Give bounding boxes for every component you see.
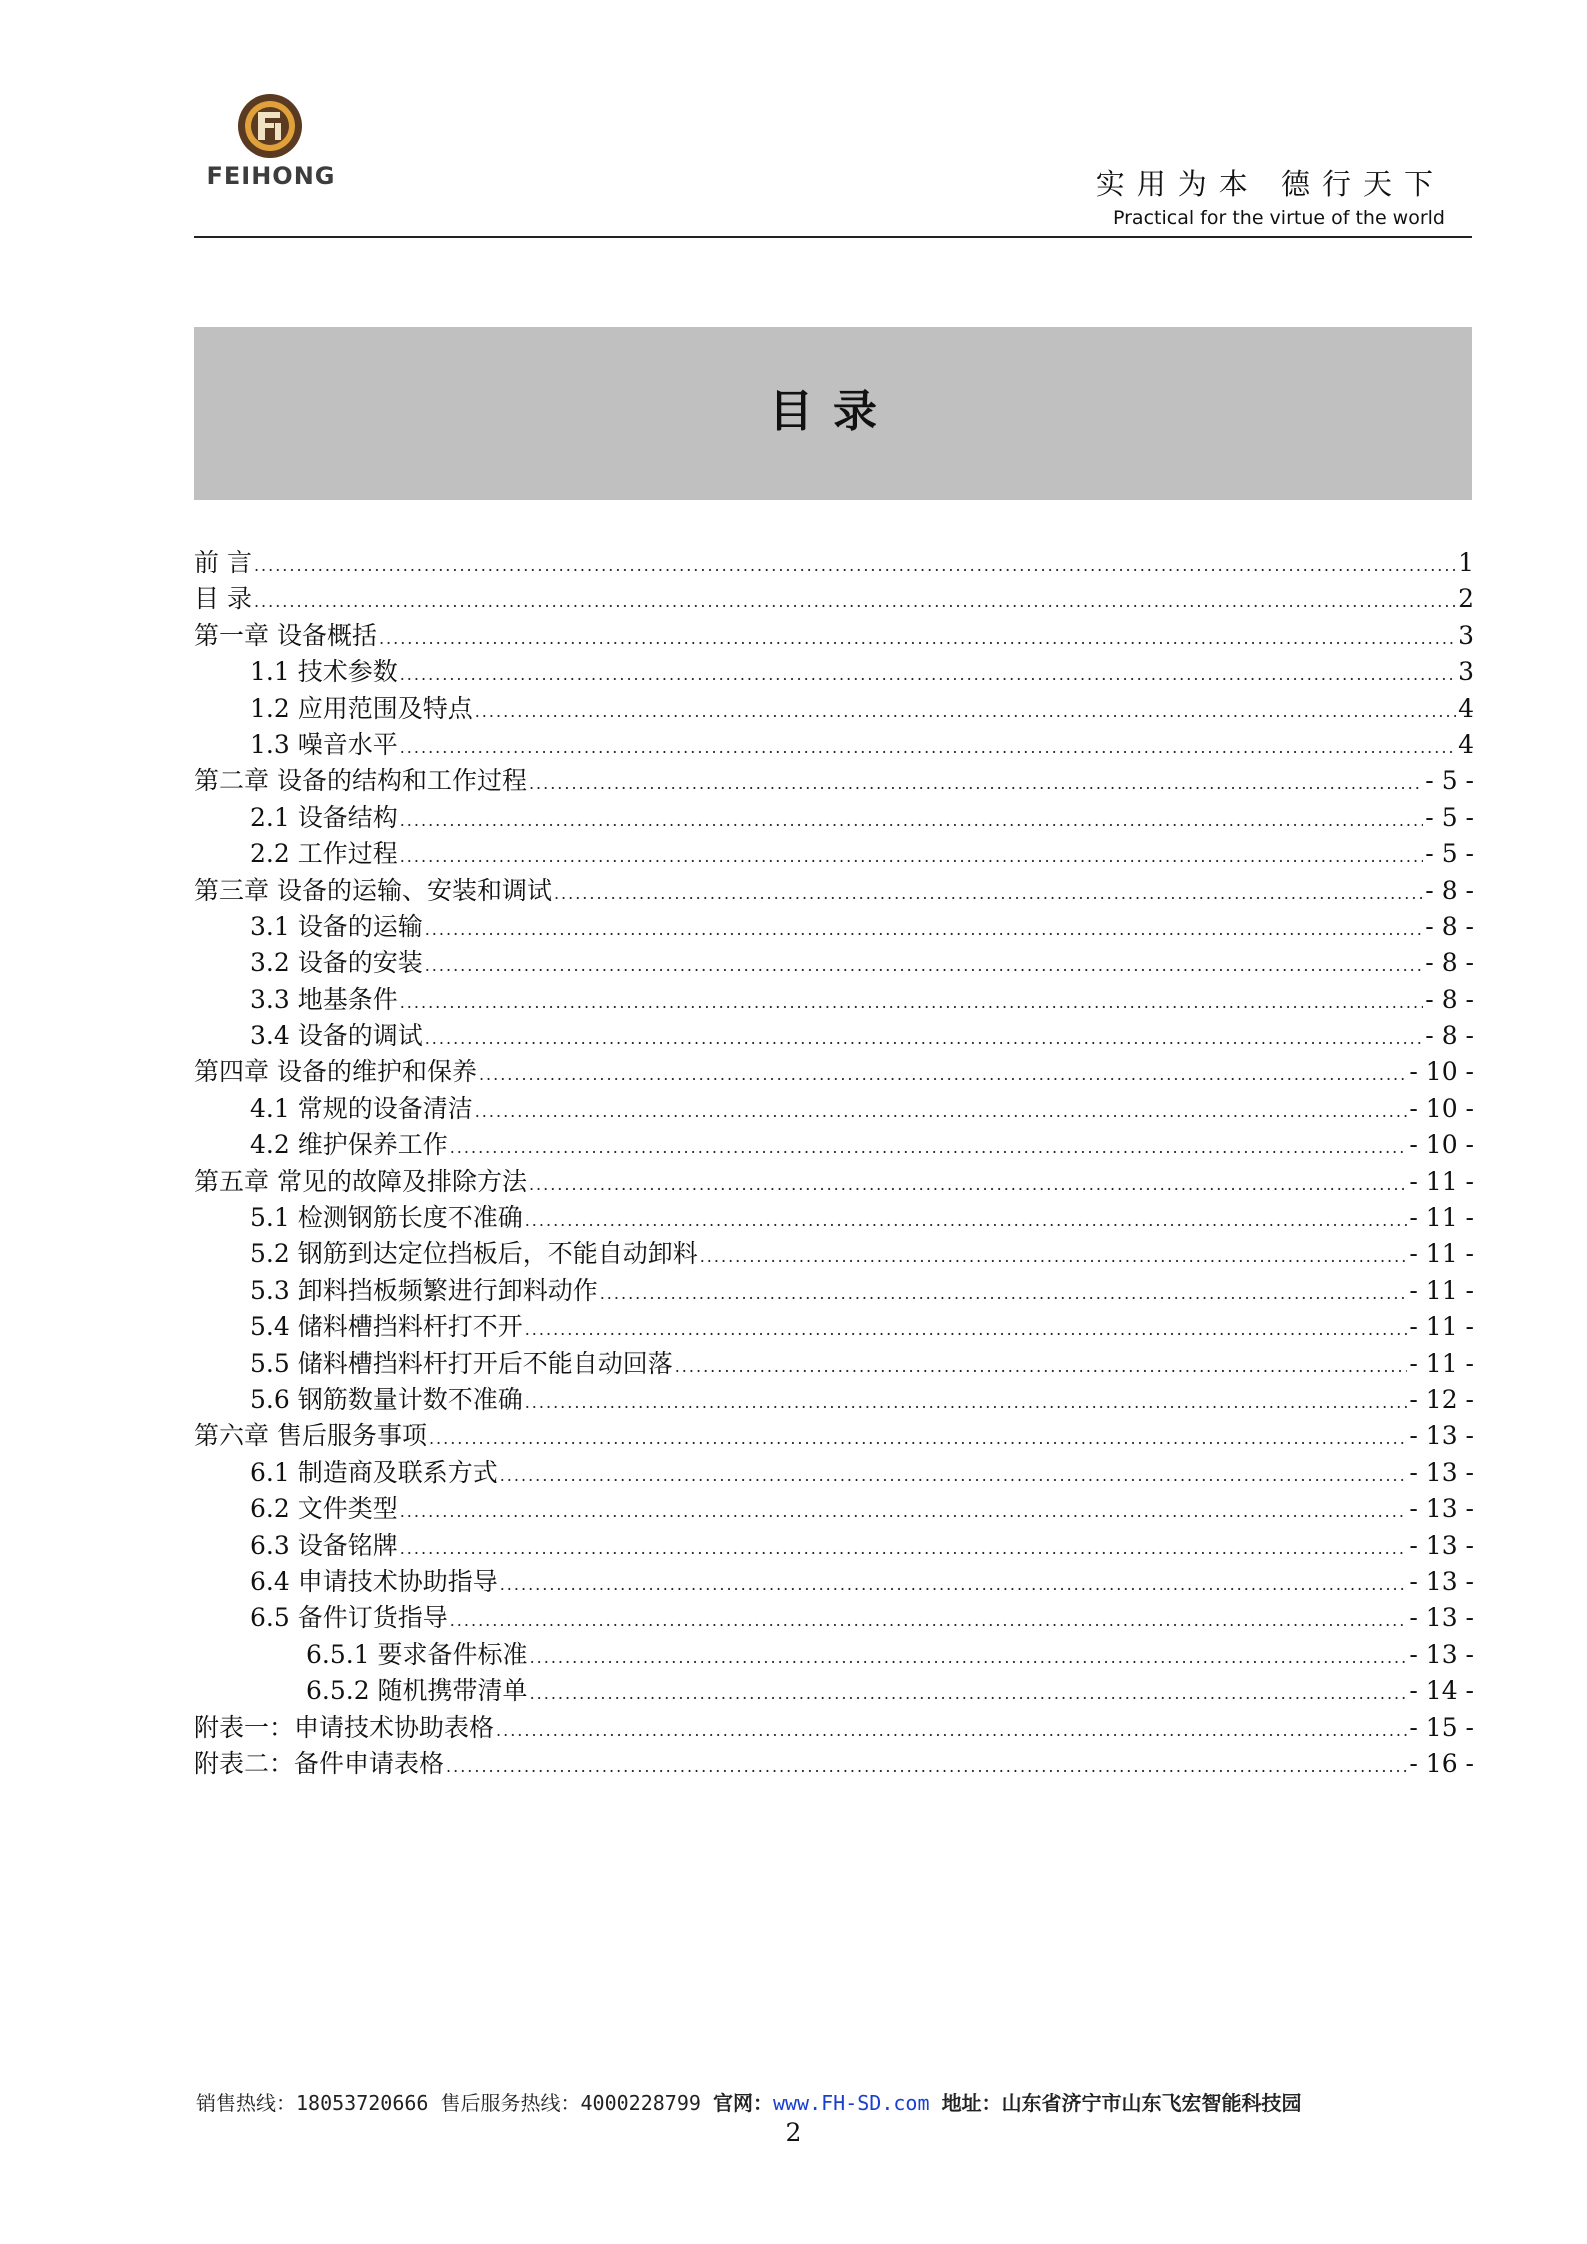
toc-entry[interactable] [194, 1710, 1474, 1746]
page-number: 2 [785, 2118, 802, 2147]
toc-entry-page: 4 [1458, 729, 1474, 759]
toc-entry[interactable] [194, 1127, 1474, 1163]
web-label: 官网： [712, 2091, 773, 2115]
toc-entry[interactable] [194, 545, 1474, 581]
toc-entry-page: - 13 - [1409, 1421, 1474, 1451]
toc-entry-page: - 14 - [1409, 1676, 1474, 1706]
toc-entry-page: - 11 - [1409, 1312, 1474, 1342]
toc-entry-label: 第三章 设备的运输、安装和调试 [194, 875, 552, 905]
toc-entry[interactable] [194, 1491, 1474, 1527]
toc-entry-page: - 5 - [1425, 802, 1474, 832]
toc-entry-page: - 8 - [1425, 911, 1474, 941]
toc-entry-label: 6.2 文件类型 [250, 1494, 398, 1524]
toc-entry[interactable] [194, 1528, 1474, 1564]
toc-leader-dots [446, 1749, 1407, 1785]
toc-entry[interactable] [194, 1018, 1474, 1054]
toc-entry[interactable] [194, 581, 1474, 617]
toc-leader-dots [400, 730, 1456, 766]
toc-entry-page: - 13 - [1409, 1457, 1474, 1487]
toc-entry-label: 6.3 设备铭牌 [250, 1530, 398, 1560]
toc-entry[interactable] [194, 1673, 1474, 1709]
toc-leader-dots [425, 912, 1424, 948]
toc-leader-dots [600, 1276, 1408, 1312]
brand-name: FEIHONG [206, 162, 336, 190]
toc-entry-page: - 5 - [1425, 839, 1474, 869]
company-logo [196, 92, 346, 192]
toc-entry[interactable] [194, 691, 1474, 727]
toc-leader-dots [500, 1458, 1408, 1494]
slogan-chinese: 实用为本 德行天下 [1095, 167, 1445, 201]
toc-entry-label: 3.2 设备的安装 [250, 948, 423, 978]
toc-entry[interactable] [194, 1746, 1474, 1782]
table-of-contents [194, 545, 1474, 1782]
toc-entry-label: 第二章 设备的结构和工作过程 [194, 766, 527, 796]
toc-leader-dots [525, 1312, 1408, 1348]
toc-entry-page: - 5 - [1425, 766, 1474, 796]
toc-entry-page: - 15 - [1409, 1712, 1474, 1742]
toc-entry-label: 2.2 工作过程 [250, 839, 398, 869]
toc-entry-label: 5.4 储料槽挡料杆打不开 [250, 1312, 523, 1342]
toc-entry-page: 3 [1458, 620, 1474, 650]
toc-entry-page: 3 [1458, 657, 1474, 687]
toc-leader-dots [425, 948, 1424, 984]
toc-entry-label: 附表二：备件申请表格 [194, 1748, 445, 1778]
toc-leader-dots [530, 1640, 1408, 1676]
toc-leader-dots [500, 1567, 1408, 1603]
toc-entry[interactable] [194, 1236, 1474, 1272]
title-banner [194, 327, 1472, 500]
toc-entry-label: 1.1 技术参数 [250, 657, 398, 687]
toc-entry-label: 2.1 设备结构 [250, 802, 398, 832]
toc-leader-dots [700, 1239, 1408, 1275]
toc-leader-dots [400, 657, 1456, 693]
toc-entry-label: 6.5.1 要求备件标准 [306, 1639, 528, 1669]
toc-entry-label: 5.3 卸料挡板频繁进行卸料动作 [250, 1275, 598, 1305]
toc-entry-label: 5.2 钢筋到达定位挡板后，不能自动卸料 [250, 1239, 698, 1269]
toc-entry[interactable] [194, 1455, 1474, 1491]
toc-entry[interactable] [194, 1564, 1474, 1600]
toc-leader-dots [379, 621, 1456, 657]
header-divider [194, 236, 1472, 238]
toc-entry-page: - 11 - [1409, 1275, 1474, 1305]
toc-entry[interactable] [194, 1273, 1474, 1309]
toc-entry[interactable] [194, 727, 1474, 763]
toc-entry-page: - 13 - [1409, 1639, 1474, 1669]
toc-entry-page: - 10 - [1409, 1130, 1474, 1160]
slogan-english: Practical for the virtue of the world [1113, 207, 1445, 229]
toc-entry[interactable] [194, 909, 1474, 945]
service-phone: 4000228799 [580, 2091, 701, 2115]
footer-contact [196, 2087, 1486, 2116]
toc-entry-label: 第一章 设备概括 [194, 620, 377, 650]
toc-entry[interactable] [194, 1309, 1474, 1345]
toc-entry-page: - 11 - [1409, 1348, 1474, 1378]
toc-entry-label: 前 言 [194, 548, 252, 577]
toc-entry-page: 2 [1458, 584, 1474, 614]
toc-leader-dots [525, 1385, 1408, 1421]
toc-entry-page: - 10 - [1409, 1093, 1474, 1123]
toc-entry-label: 5.1 检测钢筋长度不准确 [250, 1203, 523, 1233]
toc-entry-label: 6.5 备件订货指导 [250, 1603, 448, 1633]
toc-entry-label: 3.1 设备的运输 [250, 911, 423, 941]
toc-entry[interactable] [194, 1600, 1474, 1636]
toc-entry-label: 4.1 常规的设备清洁 [250, 1093, 473, 1123]
toc-entry-label: 5.5 储料槽挡料杆打开后不能自动回落 [250, 1348, 673, 1378]
toc-leader-dots [450, 1603, 1408, 1639]
toc-entry-page: - 13 - [1409, 1566, 1474, 1596]
toc-entry-page: - 8 - [1425, 875, 1474, 905]
sales-phone: 18053720666 [296, 2091, 429, 2115]
page-title: 目录 [769, 386, 897, 437]
toc-entry-label: 1.2 应用范围及特点 [250, 693, 473, 723]
toc-leader-dots [400, 1531, 1408, 1567]
toc-leader-dots [429, 1421, 1407, 1457]
toc-entry[interactable] [194, 654, 1474, 690]
toc-entry-label: 第四章 设备的维护和保养 [194, 1057, 477, 1087]
toc-leader-dots [400, 839, 1424, 875]
toc-entry[interactable] [194, 1200, 1474, 1236]
toc-entry-label: 6.5.2 随机携带清单 [306, 1676, 528, 1706]
toc-leader-dots [530, 1676, 1408, 1712]
toc-entry[interactable] [194, 618, 1474, 654]
toc-leader-dots [479, 1057, 1407, 1093]
toc-entry-page: - 11 - [1409, 1239, 1474, 1269]
toc-leader-dots [675, 1349, 1408, 1385]
toc-entry-page: - 10 - [1409, 1057, 1474, 1087]
toc-entry[interactable] [194, 1054, 1474, 1090]
toc-entry-label: 6.1 制造商及联系方式 [250, 1457, 498, 1487]
toc-leader-dots [425, 1021, 1424, 1057]
toc-entry-label: 1.3 噪音水平 [250, 729, 398, 759]
toc-entry-page: - 13 - [1409, 1530, 1474, 1560]
toc-entry-page: - 13 - [1409, 1494, 1474, 1524]
toc-entry[interactable] [194, 1164, 1474, 1200]
address-label: 地址： [941, 2091, 1002, 2115]
toc-leader-dots [529, 1167, 1407, 1203]
toc-entry-page: - 13 - [1409, 1603, 1474, 1633]
toc-leader-dots [450, 1130, 1408, 1166]
toc-entry[interactable] [194, 836, 1474, 872]
toc-entry-page: - 12 - [1409, 1384, 1474, 1414]
toc-entry-page: - 8 - [1425, 948, 1474, 978]
toc-leader-dots [496, 1713, 1407, 1749]
toc-entry-label: 目 录 [194, 584, 252, 614]
toc-entry[interactable] [194, 1637, 1474, 1673]
toc-entry[interactable] [194, 982, 1474, 1018]
toc-leader-dots [529, 766, 1423, 802]
toc-entry-page: - 8 - [1425, 1021, 1474, 1051]
toc-entry-page: - 16 - [1409, 1748, 1474, 1778]
sales-label: 销售热线： [196, 2091, 296, 2115]
toc-entry[interactable] [194, 873, 1474, 909]
toc-entry-page: 4 [1458, 693, 1474, 723]
toc-entry-label: 4.2 维护保养工作 [250, 1130, 448, 1160]
toc-leader-dots [400, 1494, 1408, 1530]
toc-leader-dots [254, 584, 1456, 620]
toc-leader-dots [254, 548, 1456, 584]
toc-entry-label: 第五章 常见的故障及排除方法 [194, 1166, 527, 1196]
toc-entry-label: 5.6 钢筋数量计数不准确 [250, 1384, 523, 1414]
toc-entry-label: 6.4 申请技术协助指导 [250, 1566, 498, 1596]
toc-entry-page: - 11 - [1409, 1203, 1474, 1233]
toc-entry-label: 3.4 设备的调试 [250, 1021, 423, 1051]
toc-entry-page: - 11 - [1409, 1166, 1474, 1196]
toc-leader-dots [400, 985, 1424, 1021]
address: 山东省济宁市山东飞宏智能科技园 [1001, 2091, 1302, 2115]
service-label: 售后服务热线： [440, 2091, 581, 2115]
toc-entry-label: 附表一：申请技术协助表格 [194, 1712, 495, 1742]
toc-entry[interactable] [194, 1418, 1474, 1454]
toc-entry[interactable] [194, 1091, 1474, 1127]
toc-leader-dots [525, 1203, 1408, 1239]
toc-entry[interactable] [194, 763, 1474, 799]
toc-entry-label: 第六章 售后服务事项 [194, 1421, 427, 1451]
toc-entry[interactable] [194, 945, 1474, 981]
toc-entry-page: 1 [1458, 548, 1474, 577]
toc-entry[interactable] [194, 1382, 1474, 1418]
toc-entry[interactable] [194, 800, 1474, 836]
feihong-logo-icon [236, 92, 304, 160]
toc-entry-label: 3.3 地基条件 [250, 984, 398, 1014]
toc-leader-dots [400, 803, 1424, 839]
toc-entry[interactable] [194, 1346, 1474, 1382]
toc-leader-dots [475, 694, 1456, 730]
website-link[interactable]: www.FH-SD.com [772, 2091, 930, 2115]
toc-leader-dots [554, 876, 1423, 912]
toc-leader-dots [475, 1094, 1408, 1130]
toc-entry-page: - 8 - [1425, 984, 1474, 1014]
